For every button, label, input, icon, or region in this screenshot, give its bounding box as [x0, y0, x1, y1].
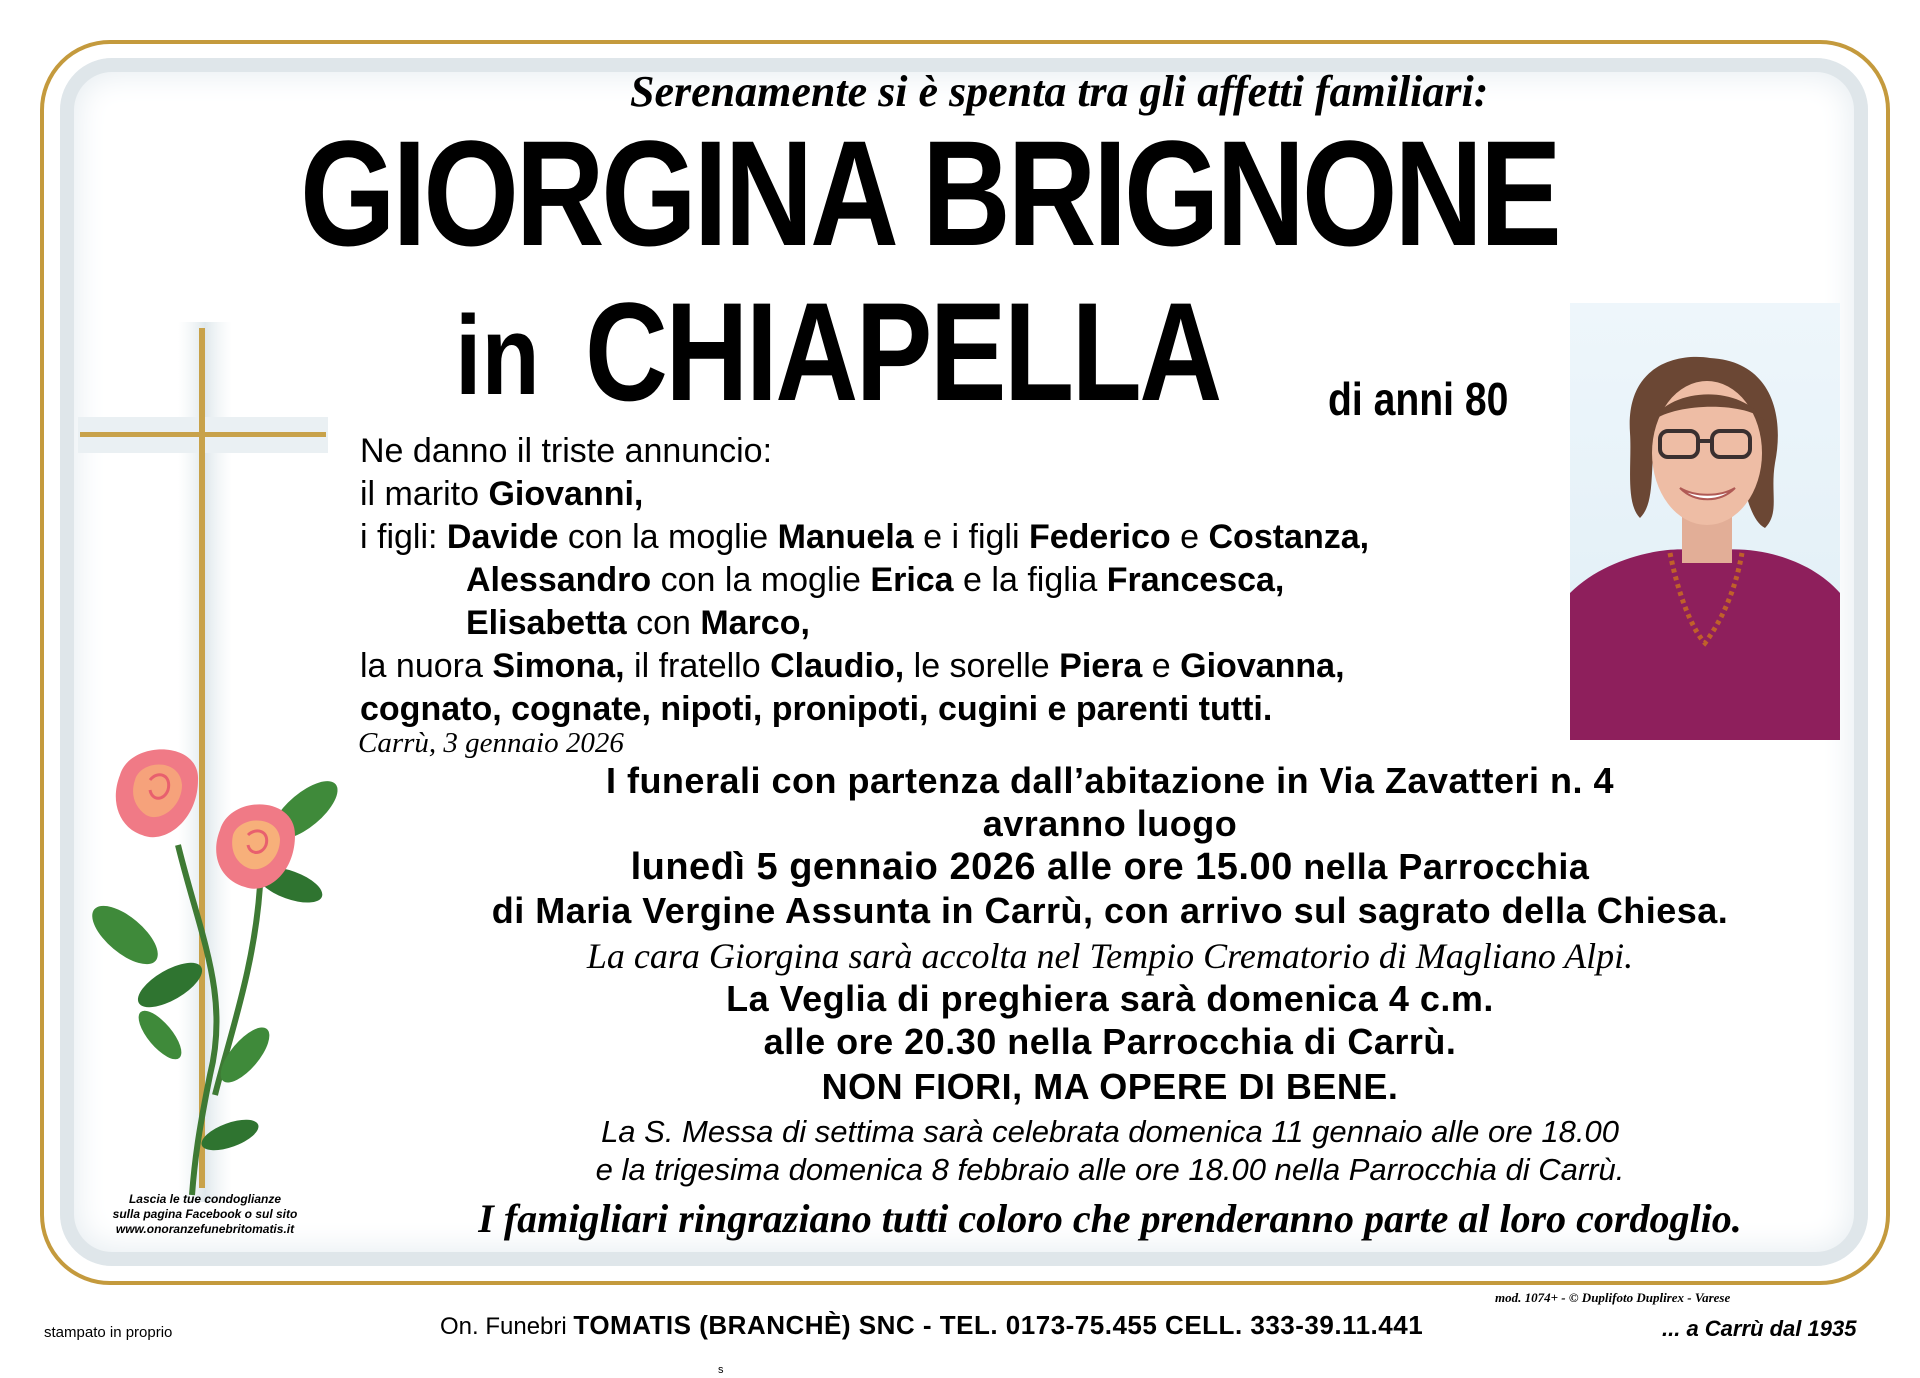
vigil-line-1: La Veglia di preghiera sarà domenica 4 c.m. [726, 978, 1494, 1019]
cremation-note: La cara Giorgina sarà accolta nel Tempio Crematorio di Magliano Alpi. [586, 936, 1634, 976]
announcement-line-1: Ne danno il triste annuncio: [360, 432, 773, 470]
model-credit: mod. 1074+ - © Duplifoto Duplirex - Varese [1495, 1290, 1731, 1305]
announcement-line-7: cognato, cognate, nipoti, pronipoti, cugini e parenti tutti. [360, 690, 1273, 728]
announcement-line-3: i figli: Davide con la moglie Manuela e i figli Federico e Costanza, [360, 518, 1370, 556]
age: di anni 80 [1328, 373, 1509, 425]
roses-image [80, 735, 350, 1205]
deceased-name: GIORGINA BRIGNONE [300, 109, 1559, 277]
funeral-line-1: I funerali con partenza dall’abitazione in Via Zavatteri n. 4 [605, 760, 1615, 801]
announcement-line-6: la nuora Simona, il fratello Claudio, le sorelle Piera e Giovanna, [360, 647, 1345, 685]
condolences-link[interactable]: www.onoranzefunebritomatis.it [115, 1222, 295, 1236]
print-mark: s [718, 1364, 724, 1376]
date-place: Carrù, 3 gennaio 2026 [358, 727, 624, 759]
funeral-line-4: di Maria Vergine Assunta in Carrù, con arrivo sul sagrato della Chiesa. [491, 890, 1729, 931]
mass-line-1: La S. Messa di settima sarà celebrata domenica 11 gennaio alle ore 18.00 [601, 1114, 1619, 1149]
announcement-line-2: il marito Giovanni, [360, 475, 644, 513]
intro-line: Serenamente si è spenta tra gli affetti familiari: [630, 67, 1489, 116]
condolences-line-1: Lascia le tue condoglianze [128, 1192, 282, 1206]
announcement-line-4: Alessandro con la moglie Erica e la figlia Francesca, [466, 561, 1285, 599]
funeral-home: On. Funebri TOMATIS (BRANCHÈ) SNC - TEL. 0173-75.455 CELL. 333-39.11.441 [440, 1310, 1424, 1340]
vigil-line-2: alle ore 20.30 nella Parrocchia di Carrù. [763, 1021, 1457, 1062]
thanks-line: I famigliari ringraziano tutti coloro che prenderanno parte al loro cordoglio. [478, 1196, 1742, 1241]
funeral-line-2: avranno luogo [982, 803, 1238, 844]
married-prefix: in [455, 293, 540, 418]
since-tagline: ... a Carrù dal 1935 [1662, 1316, 1857, 1341]
funeral-line-3: lunedì 5 gennaio 2026 alle ore 15.00 nella Parrocchia [630, 846, 1590, 888]
announcement-line-5: Elisabetta con Marco, [466, 604, 810, 642]
married-surname: CHIAPELLA [585, 273, 1220, 430]
condolences-line-2: sulla pagina Facebook o sul sito [112, 1207, 298, 1221]
mass-line-2: e la trigesima domenica 8 febbraio alle ore 18.00 nella Parrocchia di Carrù. [595, 1152, 1625, 1187]
printed-note: stampato in proprio [44, 1324, 173, 1341]
no-flowers: NON FIORI, MA OPERE DI BENE. [821, 1066, 1399, 1107]
deceased-photo [1570, 303, 1840, 740]
